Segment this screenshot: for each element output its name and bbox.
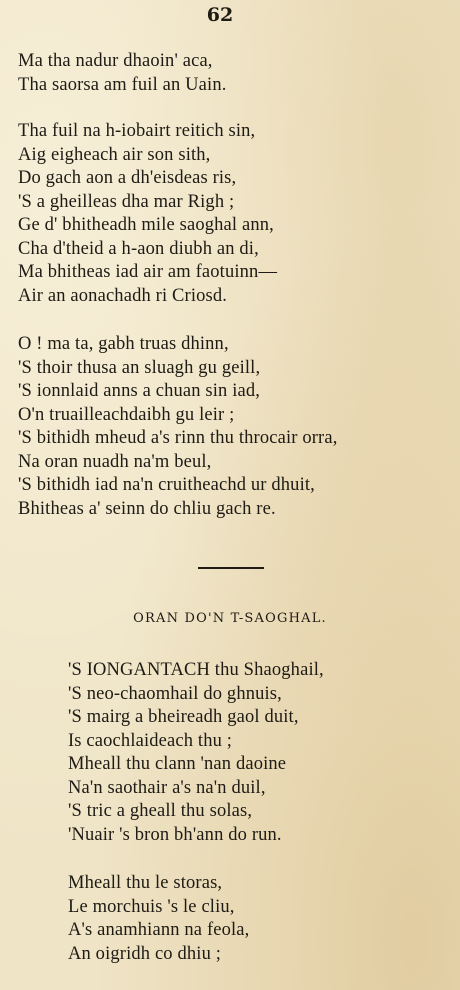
verse-line: Cha d'theid a h-aon diubh an di, — [18, 238, 259, 259]
verse-line: O ! ma ta, gabh truas dhinn, — [18, 334, 229, 354]
verse-line: 'S mairg a bheireadh gaol duit, — [68, 707, 299, 727]
verse-line: Tha saorsa am fuil an Uain. — [18, 74, 227, 95]
poem-title: ORAN DO'N T-SAOGHAL. — [133, 611, 327, 626]
verse-line: 'S bithidh mheud a's rinn thu throcair orra, — [18, 428, 338, 448]
verse-line: Mheall thu clann 'nan daoine — [68, 754, 287, 774]
verse-line: 'S bithidh iad na'n cruitheachd ur dhuit, — [18, 475, 315, 495]
verse-line: O'n truailleachdaibh gu leir ; — [18, 404, 235, 425]
stanza-4 — [68, 659, 324, 847]
verse-line: 'S thoir thusa an sluagh gu geill, — [18, 357, 261, 378]
stanza-2 — [18, 120, 277, 308]
verse-line: 'Nuair 's bron bh'ann do run. — [68, 824, 282, 845]
stanza-3 — [18, 333, 337, 521]
verse-line: Do gach aon a dh'eisdeas ris, — [18, 168, 237, 188]
verse-line: Ma tha nadur dhaoin' aca, — [18, 51, 213, 71]
verse-line: Ge d' bhitheadh mile saoghal ann, — [18, 215, 274, 235]
verse-line: 'S neo-chaomhail do ghnuis, — [68, 683, 282, 704]
stanza-5 — [68, 872, 249, 966]
verse-line: Mheall thu le storas, — [68, 873, 223, 893]
stanza-1 — [18, 50, 227, 97]
verse-line: Tha fuil na h-iobairt reitich sin, — [18, 121, 256, 141]
page-number: 62 — [206, 4, 234, 26]
verse-line: Aig eigheach air son sith, — [18, 144, 211, 165]
verse-line: Ma bhitheas iad air am faotuinn— — [18, 262, 278, 282]
verse-line: Bhitheas a' seinn do chliu gach re. — [18, 498, 276, 519]
section-divider — [198, 567, 264, 569]
verse-line: 'S ionnlaid anns a chuan sin iad, — [18, 381, 261, 401]
verse-line: 'S a gheilleas dha mar Righ ; — [18, 191, 235, 212]
verse-line: Na oran nuadh na'm beul, — [18, 451, 212, 472]
verse-line: An oigridh co dhiu ; — [68, 943, 222, 964]
verse-line: A's anamhiann na feola, — [68, 920, 250, 940]
verse-line: 'S tric a gheall thu solas, — [68, 801, 253, 821]
verse-line: 'S IONGANTACH thu Shaoghail, — [68, 660, 324, 680]
verse-line: Le morchuis 's le cliu, — [68, 896, 235, 917]
verse-line: Na'n saothair a's na'n duil, — [68, 777, 266, 798]
verse-line: Air an aonachadh ri Criosd. — [18, 285, 228, 306]
verse-line: Is caochlaideach thu ; — [68, 730, 233, 751]
